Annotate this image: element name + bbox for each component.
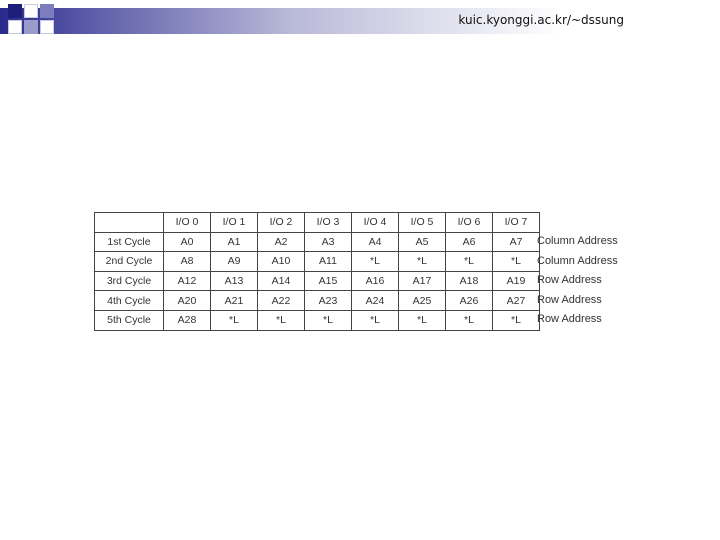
table-cell: A12 bbox=[164, 271, 211, 291]
decorative-square bbox=[8, 20, 22, 34]
table-cell: A1 bbox=[211, 232, 258, 252]
decorative-square bbox=[24, 20, 38, 34]
table-header-row bbox=[95, 213, 540, 233]
table-cell: *L bbox=[493, 310, 540, 330]
column-header: I/O 6 bbox=[446, 213, 493, 233]
table-cell: A7 bbox=[493, 232, 540, 252]
column-header: I/O 0 bbox=[164, 213, 211, 233]
table-cell: *L bbox=[352, 252, 399, 272]
table-cell: *L bbox=[493, 252, 540, 272]
table-row bbox=[95, 232, 540, 252]
table-cell: *L bbox=[446, 252, 493, 272]
table-cell: A27 bbox=[493, 291, 540, 311]
table-cell: *L bbox=[305, 310, 352, 330]
table-cell: A5 bbox=[399, 232, 446, 252]
decorative-square bbox=[40, 20, 54, 34]
table-cell: A16 bbox=[352, 271, 399, 291]
table-cell: A2 bbox=[258, 232, 305, 252]
site-url: kuic.kyonggi.ac.kr/~dssung bbox=[458, 13, 624, 27]
address-type-labels bbox=[537, 232, 618, 330]
table-cell: A14 bbox=[258, 271, 305, 291]
table-cell: A15 bbox=[305, 271, 352, 291]
table-row bbox=[95, 252, 540, 272]
column-header: I/O 4 bbox=[352, 213, 399, 233]
column-header: I/O 7 bbox=[493, 213, 540, 233]
row-label: 1st Cycle bbox=[95, 232, 164, 252]
table-cell: *L bbox=[352, 310, 399, 330]
table-cell: A18 bbox=[446, 271, 493, 291]
column-header: I/O 5 bbox=[399, 213, 446, 233]
table-cell: A25 bbox=[399, 291, 446, 311]
table-cell: A28 bbox=[164, 310, 211, 330]
address-cycle-table bbox=[94, 212, 540, 331]
table-cell: A22 bbox=[258, 291, 305, 311]
address-type-label: Row Address bbox=[537, 274, 602, 287]
table-cell: A8 bbox=[164, 252, 211, 272]
table-cell: *L bbox=[211, 310, 258, 330]
table-row bbox=[95, 310, 540, 330]
table-cell: A19 bbox=[493, 271, 540, 291]
table-cell: A10 bbox=[258, 252, 305, 272]
table-cell: A6 bbox=[446, 232, 493, 252]
table-row bbox=[95, 291, 540, 311]
address-type-label: Column Address bbox=[537, 254, 618, 267]
row-label: 4th Cycle bbox=[95, 291, 164, 311]
table-row bbox=[95, 271, 540, 291]
column-header: I/O 2 bbox=[258, 213, 305, 233]
decorative-square bbox=[24, 4, 38, 18]
row-label: 5th Cycle bbox=[95, 310, 164, 330]
table-cell: *L bbox=[258, 310, 305, 330]
table-cell: A21 bbox=[211, 291, 258, 311]
table-cell: A11 bbox=[305, 252, 352, 272]
decorative-square bbox=[8, 4, 22, 18]
table-cell: A26 bbox=[446, 291, 493, 311]
column-header: I/O 3 bbox=[305, 213, 352, 233]
table-corner-cell bbox=[95, 213, 164, 233]
table-cell: A0 bbox=[164, 232, 211, 252]
row-label: 3rd Cycle bbox=[95, 271, 164, 291]
table-cell: A20 bbox=[164, 291, 211, 311]
table-cell: A4 bbox=[352, 232, 399, 252]
column-header: I/O 1 bbox=[211, 213, 258, 233]
table-cell: A3 bbox=[305, 232, 352, 252]
table-cell: A13 bbox=[211, 271, 258, 291]
address-type-label: Row Address bbox=[537, 313, 602, 326]
address-type-label: Row Address bbox=[537, 293, 602, 306]
table-cell: A9 bbox=[211, 252, 258, 272]
table-cell: A17 bbox=[399, 271, 446, 291]
address-type-label: Column Address bbox=[537, 235, 618, 247]
decorative-square bbox=[40, 4, 54, 18]
table-cell: A24 bbox=[352, 291, 399, 311]
table-cell: *L bbox=[446, 310, 493, 330]
table-cell: *L bbox=[399, 252, 446, 272]
table-cell: A23 bbox=[305, 291, 352, 311]
row-label: 2nd Cycle bbox=[95, 252, 164, 272]
table-cell: *L bbox=[399, 310, 446, 330]
